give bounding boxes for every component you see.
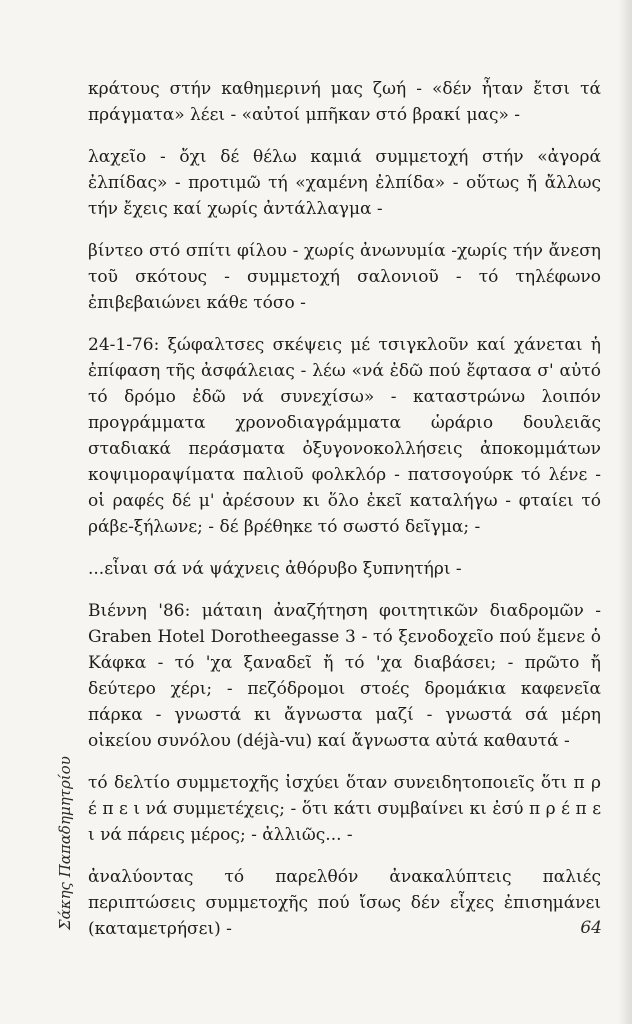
paragraph-6: Βιέννη '86: μάταιη ἀναζήτηση φοιτητικῶν διαδρομῶν - Graben Hotel Dorotheegasse 3 - τό ξενοδοχεῖο πού ἔμενε ὁ Κάφκα - τό 'χα ξαναδεῖ ἤ τό 'χα διαβάσει; - πρῶτο ἤ δεύτερο χέρι; - πεζόδρομοι στοές δρομάκια καφενεῖα πάρκα - γνωστά κι ἄγνωστα μαζί - γνωστά σά μέρη οἰκείου συνόλου (déjà-vu) καί ἄγνωστα αὐτά καθαυτά -	[88, 601, 601, 751]
paragraph-5: ...εἶναι σά νά ψάχνεις ἀθόρυβο ξυπνητήρι -	[88, 559, 462, 579]
paragraph-1: κράτους στήν καθημερινή μας ζωή - «δέν ἦταν ἔτσι τά πράγματα» λέει - «αὐτοί μπῆκαν στό βρακί μας» -	[88, 79, 601, 125]
body-text	[88, 76, 601, 958]
paragraph-4: 24-1-76: ξώφαλτσες σκέψεις μέ τσιγκλοῦν καί χάνεται ἡ ἐπίφαση τῆς ἀσφάλειας - λέω «νά ἐδῶ πού ἔφτασα σ' αὐτό τό δρόμο ἐδῶ νά συνεχίσω» - καταστρώνω λοιπόν προγράμματα χρονοδιαγράμματα ὡράριο δουλειᾶς σταδιακά περάσματα ὀξυγονοκολλήσεις ἀποκομμάτων κοψιμοραψίματα παλιοῦ φολκλόρ - πατσογούρκ τό λένε - οἱ ραφές δέ μ' ἀρέσουν κι ὅλο ἐκεῖ καταλήγω - φταίει τό ράβε-ξήλωνε; - δέ βρέθηκε τό σωστό δεῖγμα; -	[88, 335, 601, 537]
paragraph-7: τό δελτίο συμμετοχῆς ἰσχύει ὅταν συνειδητοποιεῖς ὅτι π ρ έ π ε ι νά συμμετέχεις; - ὅτι κάτι συμβαίνει κι ἐσύ π ρ έ π ε ι νά πάρεις μέρος; - ἀλλιῶς... -	[88, 773, 601, 845]
page-gutter-shadow	[618, 0, 632, 1024]
paragraph-8: ἀναλύοντας τό παρελθόν ἀνακαλύπτεις παλιές περιπτώσεις συμμετοχῆς πού ἴσως δέν εἶχες ἐπισημάνει (καταμετρήσει) -	[88, 867, 601, 939]
page-number: 64	[580, 918, 602, 938]
paragraph-2: λαχεῖο - ὄχι δέ θέλω καμιά συμμετοχή στήν «ἀγορά ἐλπίδας» - προτιμῶ τή «χαμένη ἐλπίδα» - οὕτως ἤ ἄλλως τήν ἔχεις καί χωρίς ἀντάλλαγμα -	[88, 147, 601, 219]
author-running-head	[56, 710, 74, 930]
author-name: Σάκης Παπαδημητρίου	[56, 756, 74, 930]
paragraph-3: βίντεο στό σπίτι φίλου - χωρίς ἀνωνυμία -χωρίς τήν ἄνεση τοῦ σκότους - συμμετοχή σαλονιοῦ - τό τηλέφωνο ἐπιβεβαιώνει κάθε τόσο -	[88, 241, 601, 313]
